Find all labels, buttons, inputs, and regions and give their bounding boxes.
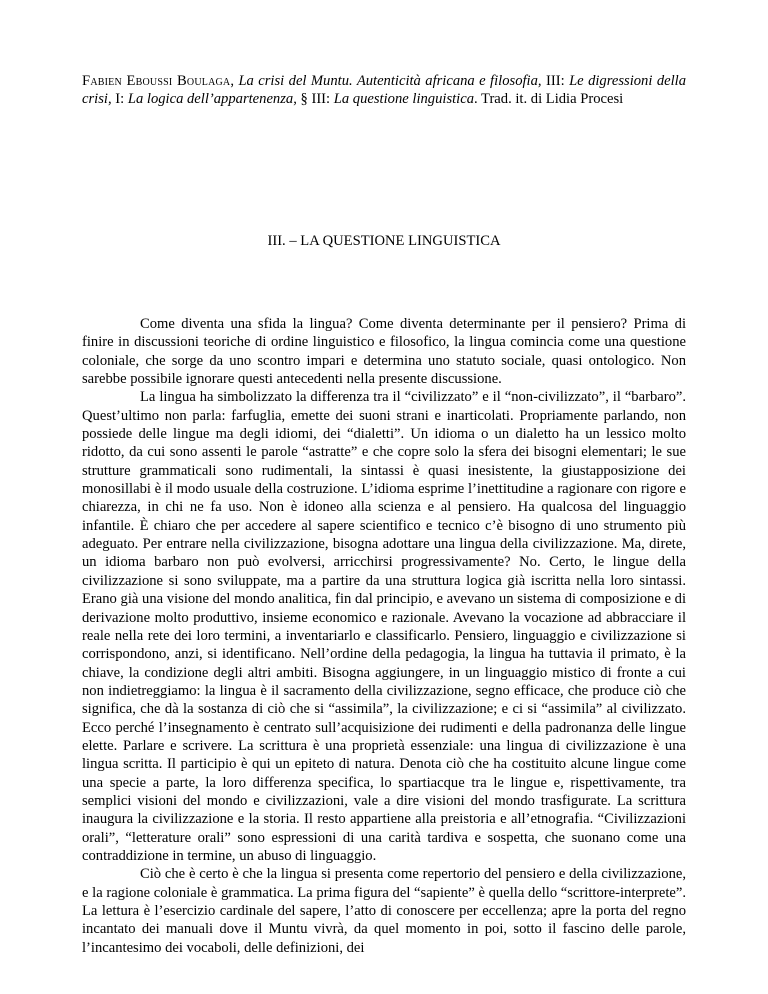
part-number: III: [541, 73, 570, 89]
book-title: La crisi del Muntu. Autenticità africana e filosofia, [238, 73, 542, 89]
bibliographic-citation [82, 72, 686, 109]
section-title: La questione linguistica [333, 91, 475, 108]
chapter-title: La logica dell’appartenenza [127, 91, 294, 108]
citation-separator: , [230, 73, 239, 89]
paragraph: La lingua ha simbolizzato la differenza tra il “civilizzato” e il “non-civilizzato”, il “barbaro”. Quest’ultimo non parla: farfuglia, emette dei suoni strani e inarticolati. Propriamente parlando, non possiede delle lingue ma degli idiomi, dei “dialetti”. Un idioma o un dialetto ha un lessico molto ridotto, da cui sono assenti le parole “astratte” e che copre solo la sfera dei bisogni elementari; le sue strutture grammaticali sono rudimentali, la sintassi è quasi inesistente, la giustapposizione dei monosillabi è il modo usuale della costruzione. L’idioma esprime l’inettitudine a ragionare con rigore e chiarezza, in chi ne fa uso. Non è idoneo alla scienza e al pensiero. Ha qualcosa del linguaggio infantile. È chiaro che per accedere al sapere scientifico e tecnico c’è bisogno di uno strumento più adeguato. Per entrare nella civilizzazione, bisogna adottare una lingua della civilizzazione. Ma, direte, un idioma barbaro non può evolversi, arricchirsi progressivamente? No. Certo, le lingue della civilizzazione si sono sviluppate, ma a partire da una struttura logica già iscritta nella loro sintassi. Erano già una visione del mondo analitica, fin dal principio, e avevano un sistema di composizione e di derivazione molto produttivo, insieme economico e razionale. Avevano la vocazione ad abbracciare il reale nella rete dei loro termini, a inventariarlo e classificarlo. Pensiero, linguaggio e civilizzazione si corrispondono, anzi, si identificano. Nell’ordine della pedagogia, la lingua ha tuttavia il primato, è la chiave, la condizione degli altri ambiti. Bisogna aggiungere, in un linguaggio mistico di fronte a cui non indietreggiamo: la lingua è il sacramento della civilizzazione, segno efficace, che produce ciò che significa, che dà la sostanza di ciò che si “assimila”, la civilizzazione; e ci si “assimila” al civilizzato. Ecco perché l’insegnamento è centrato sull’acquisizione dei rudimenti e della padronanza delle lingue elette. Parlare e scrivere. La scrittura è una proprietà essenziale: una lingua di civilizzazione è una lingua scritta. Il participio è qui un epiteto di natura. Denota ciò che ha costituito alcune lingue come una specie a parte, la loro differenza specifica, lo spartiacque tra le lingue e, rispettivamente, tra semplici visioni del mondo e civilizzazioni, vale a dire visioni del mondo trasfigurate. La scrittura inaugura la civilizzazione e la storia. Il resto appartiene alla preistoria e all’etnografia. “Civilizzazioni orali”, “letterature orali” sono espressioni di una carità tardiva e sospetta, che suonano come una contraddizione in termine, un abuso di linguaggio. [82, 389, 686, 864]
paragraph: Ciò che è certo è che la lingua si presenta come repertorio del pensiero e della civilizzazione, e la ragione coloniale è grammatica. La prima figura del “sapiente” è quella dello “scrittore-interprete”. La lettura è l’esercizio cardinale del sapere, l’atto di conoscere per eccellenza; apre la porta del regno incantato dei manuali dove il Muntu vivrà, da quel momento in poi, sotto il fascino delle parole, l’incantesimo dei vocaboli, delle definizioni, dei [82, 866, 686, 956]
body-text [82, 315, 686, 957]
paragraph: Come diventa una sfida la lingua? Come diventa determinante per il pensiero? Prima di finire in discussioni teoriche di ordine linguistico e filosofico, la lingua comincia come una questione coloniale, che sorge da uno scontro impari e determina uno statuto sociale, quasi ontologico. Non sarebbe possibile ignorare questi antecedenti nella presente discussione. [82, 316, 686, 388]
author-name: Fabien Eboussi Boulaga [82, 73, 231, 89]
translation-credit: . Trad. it. di Lidia Procesi [474, 91, 624, 108]
section-number: , § III: [293, 91, 334, 108]
section-heading: III. – LA QUESTIONE LINGUISTICA [267, 233, 501, 249]
part-title: Le digressioni della crisi [82, 73, 687, 108]
chapter-number: , I: [107, 91, 128, 108]
